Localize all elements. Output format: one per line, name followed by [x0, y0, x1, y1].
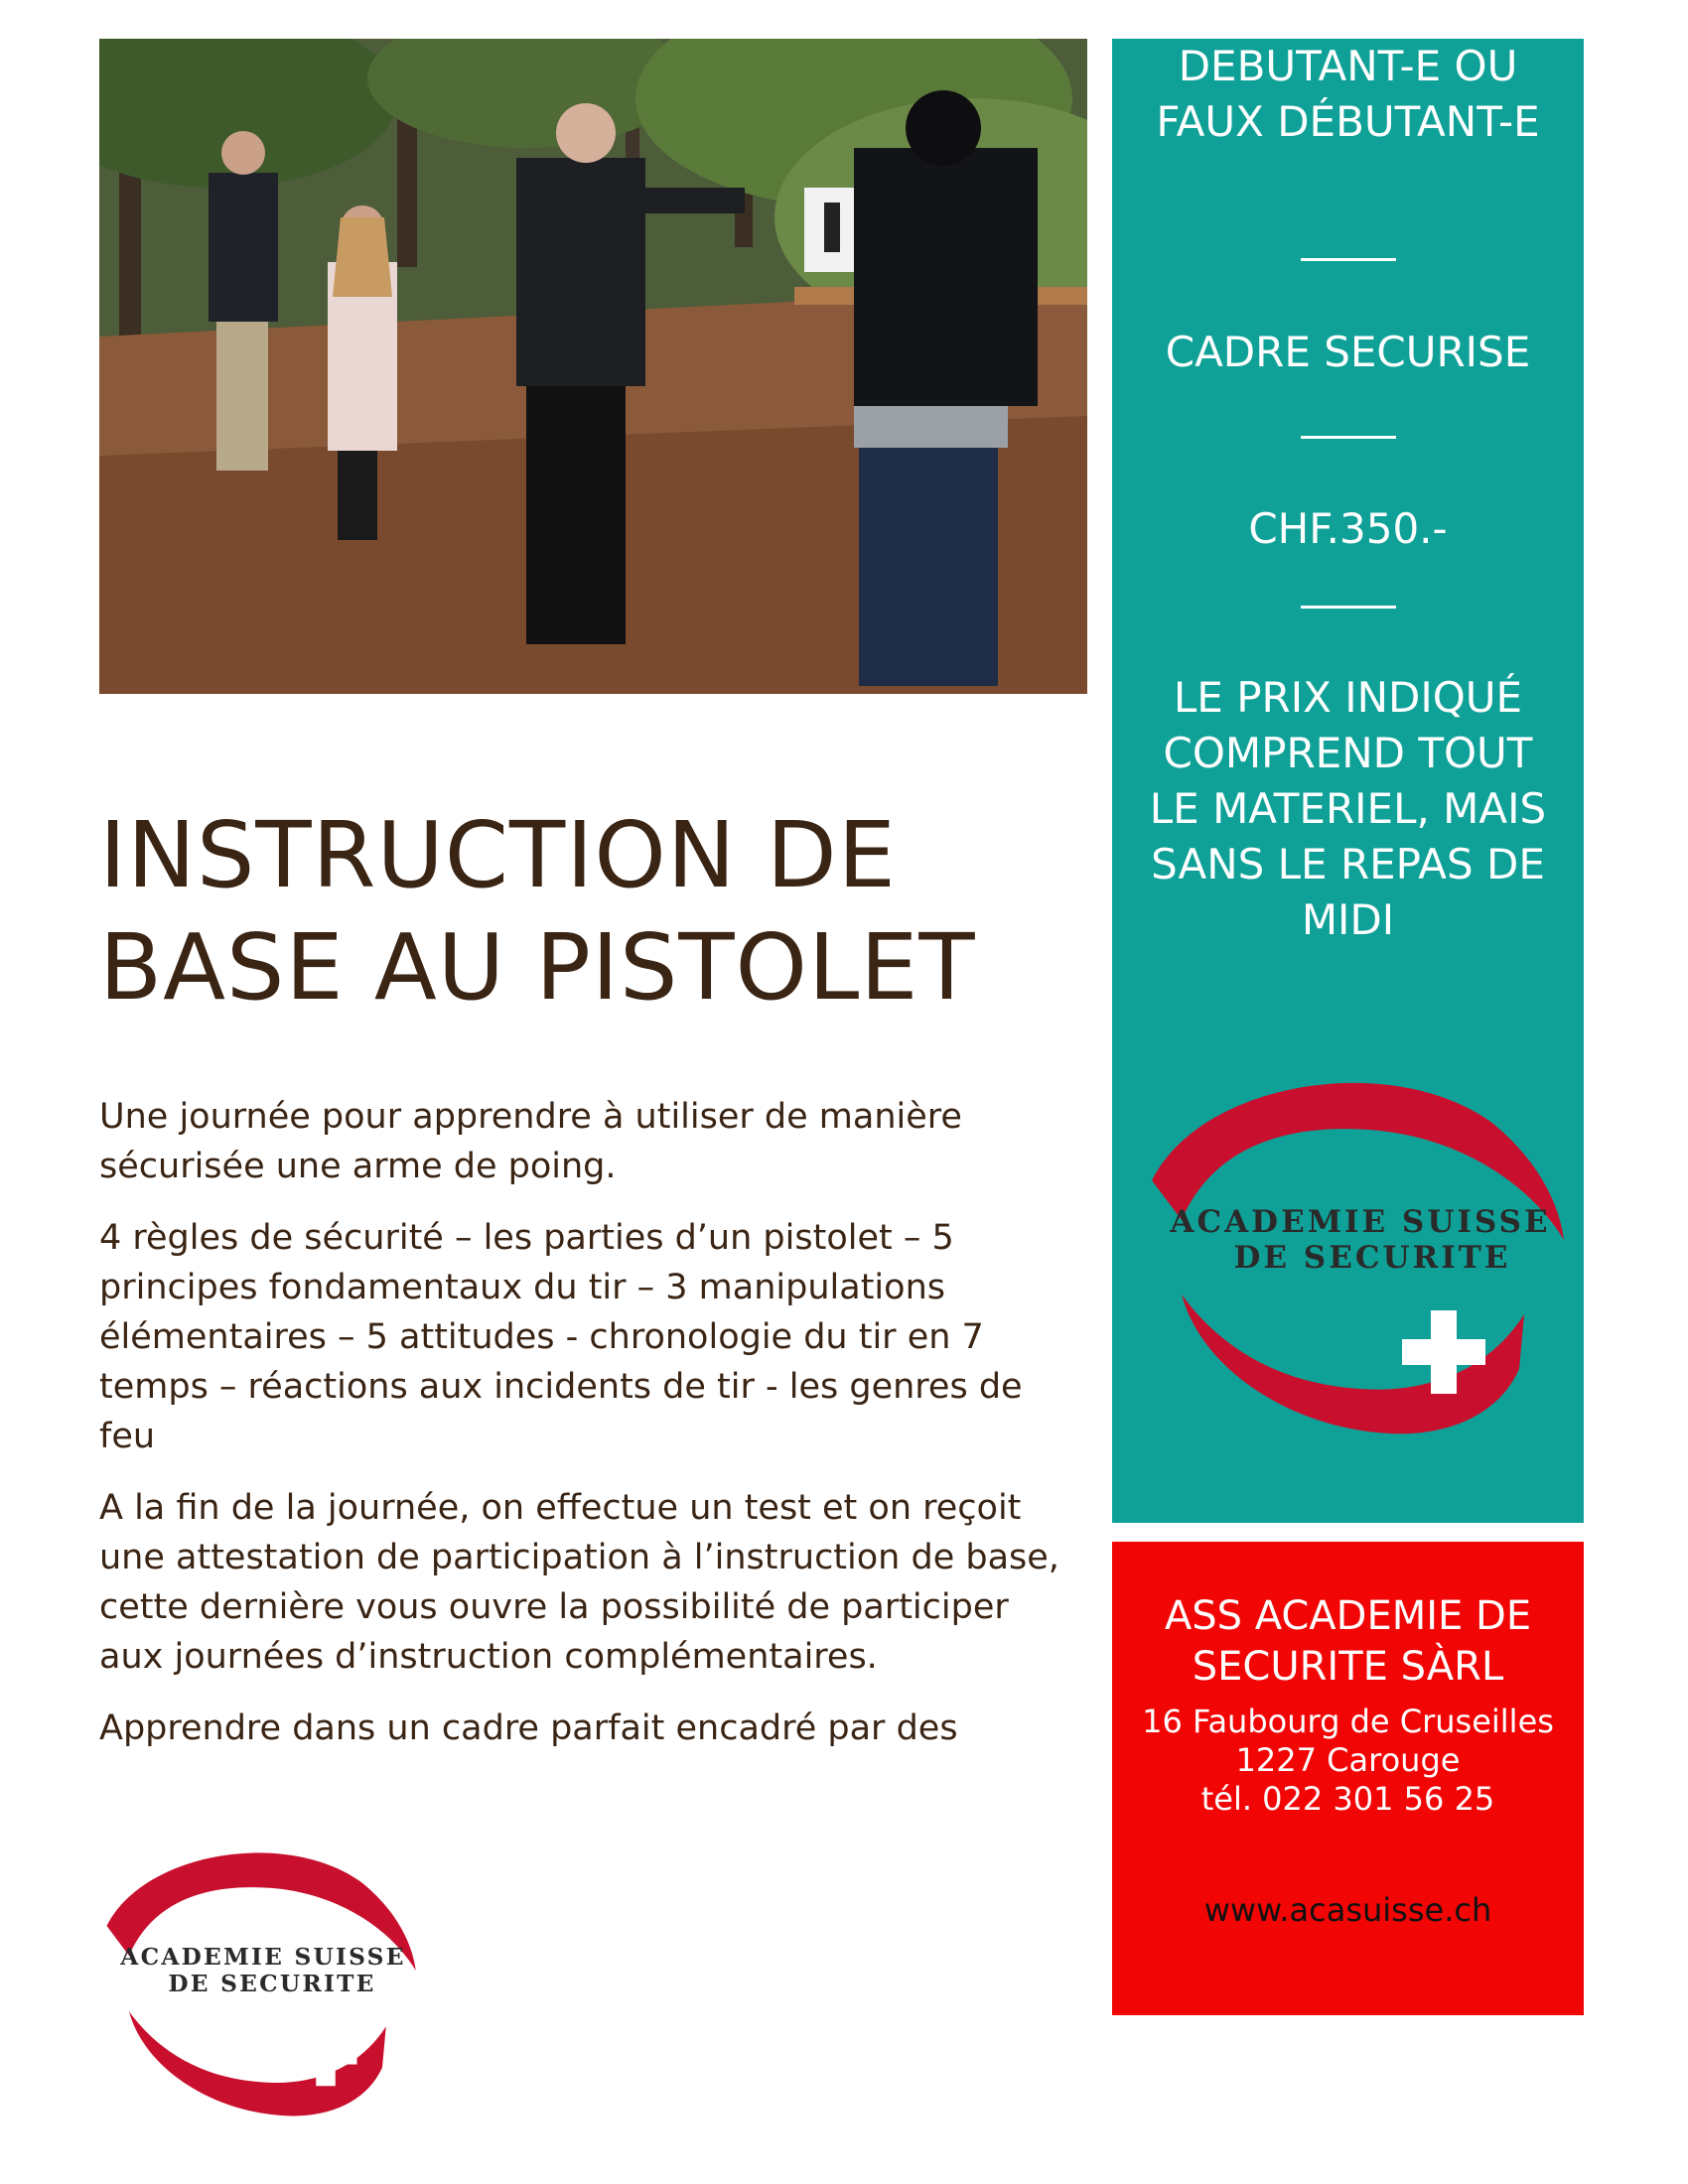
divider	[1301, 606, 1396, 609]
title-line-1: INSTRUCTION DE	[99, 802, 897, 908]
address-block	[1122, 1703, 1574, 1819]
price-note-text: LE PRIX INDIQUÉ COMPREND TOUT LE MATERIEL, MAIS SANS LE REPAS DE MIDI	[1149, 673, 1547, 944]
street-address: 16 Faubourg de Cruseilles	[1142, 1703, 1554, 1740]
shooting-range-illustration	[99, 39, 1087, 694]
contact-panel	[1112, 1542, 1584, 2015]
setting-text: CADRE SECURISE	[1165, 328, 1531, 376]
logo-text-line-2: DE SECURITE	[1233, 1240, 1511, 1276]
logo-text-line-2: DE SECURITE	[168, 1971, 376, 1997]
academy-logo	[1142, 1071, 1579, 1448]
logo-text-line-1: ACADEMIE SUISSE	[1170, 1204, 1551, 1240]
paragraph-topics: 4 règles de sécurité – les parties d’un pistolet – 5 principes fondamentaux du tir – 3 manipulations élémentaires – 5 attitudes - chronologie du tir en 7 temps – réactions aux incidents de tir - les genres de feu	[99, 1218, 1023, 1456]
logo-text-line-1: ACADEMIE SUISSE	[120, 1944, 406, 1971]
course-info-panel	[1112, 39, 1584, 1523]
paragraph-closing: Apprendre dans un cadre parfait encadré par des	[99, 1708, 958, 1748]
city: 1227 Carouge	[1235, 1741, 1461, 1779]
hero-photo	[99, 39, 1087, 694]
academy-logo-footer	[99, 1842, 427, 2129]
logo-graphic	[1142, 1071, 1579, 1448]
course-description	[99, 1092, 1082, 1775]
website-link[interactable]: www.acasuisse.ch	[1203, 1891, 1492, 1929]
phone-number: tél. 022 301 56 25	[1200, 1780, 1495, 1818]
divider	[1301, 258, 1396, 261]
paragraph-intro: Une journée pour apprendre à utiliser de manière sécurisée une arme de poing.	[99, 1097, 962, 1186]
page-title	[99, 799, 1082, 1024]
level-text: DEBUTANT-E OU FAUX DÉBUTANT-E	[1156, 42, 1540, 146]
paragraph-certificate: A la fin de la journée, on effectue un test et on reçoit une attestation de participation à l’instruction de base, cette dernière vous ouvre la possibilité de participer aux journées d’instruction complémentaires.	[99, 1488, 1059, 1677]
title-line-2: BASE AU PISTOLET	[99, 914, 976, 1021]
company-name: ASS ACADEMIE DE SECURITE SÀRL	[1164, 1593, 1532, 1690]
divider	[1301, 436, 1396, 439]
price-text: CHF.350.-	[1248, 504, 1448, 553]
logo-graphic	[99, 1842, 427, 2129]
